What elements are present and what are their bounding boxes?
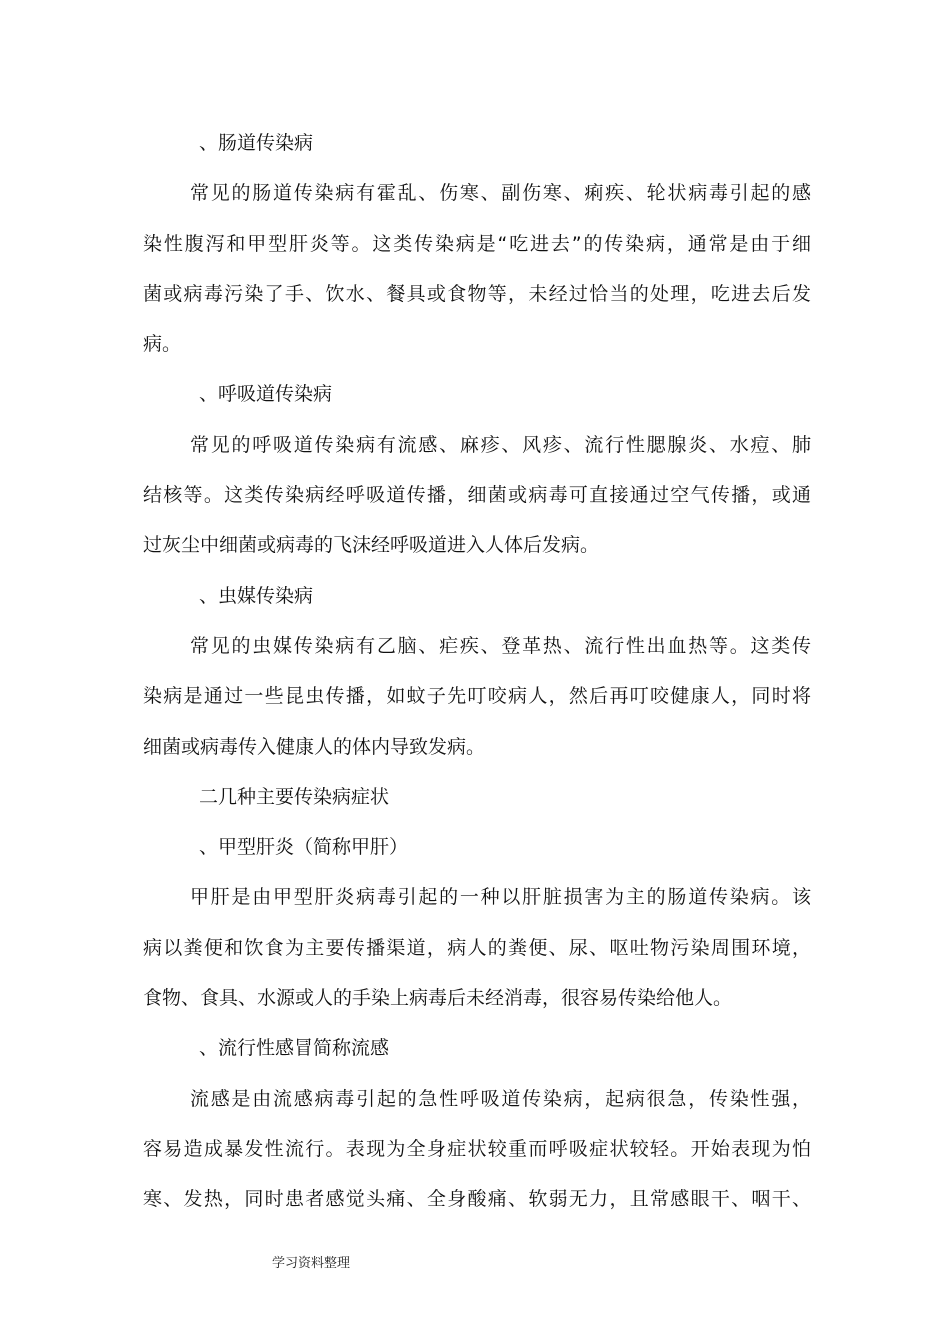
section-heading-intestinal: 、肠道传染病: [199, 132, 314, 154]
paragraph-line: 容易造成暴发性流行。表现为全身症状较重而呼吸症状较轻。开始表现为怕: [143, 1137, 811, 1160]
section-heading-insect-borne: 、虫媒传染病: [199, 584, 314, 607]
paragraph-line: 常见的呼吸道传染病有流感、麻疹、风疹、流行性腮腺炎、水痘、肺: [190, 433, 811, 456]
paragraph-line: 流感是由流感病毒引起的急性呼吸道传染病，起病很急，传染性强，: [190, 1087, 811, 1110]
paragraph-line: 过灰尘中细菌或病毒的飞沫经呼吸道进入人体后发病。: [143, 534, 600, 557]
section-heading-hepatitis-a: 、甲型肝炎（简称甲肝）: [199, 836, 409, 859]
paragraph-line: 病。: [143, 333, 182, 356]
document-body: [143, 118, 811, 1225]
paragraph-line: 结核等。这类传染病经呼吸道传播，细菌或病毒可直接通过空气传播，或通: [143, 484, 811, 507]
page-footer: 学习资料整理: [272, 1256, 351, 1271]
paragraph-line: 食物、食具、水源或人的手染上病毒后未经消毒，很容易传染给他人。: [143, 987, 733, 1010]
paragraph-line: 菌或病毒污染了手、饮水、餐具或食物等，未经过恰当的处理，吃进去后发: [143, 282, 811, 305]
paragraph-line: 病以粪便和饮食为主要传播渠道，病人的粪便、尿、呕吐物污染周围环境，: [143, 936, 811, 959]
section-heading-influenza: 、流行性感冒简称流感: [199, 1037, 390, 1060]
paragraph-line: 甲肝是由甲型肝炎病毒引起的一种以肝脏损害为主的肠道传染病。该: [190, 886, 811, 909]
paragraph-line: 寒、发热，同时患者感觉头痛、全身酸痛、软弱无力，且常感眼干、咽干、: [143, 1188, 811, 1211]
section-heading-symptoms: 二几种主要传染病症状: [199, 785, 390, 808]
paragraph-line: 细菌或病毒传入健康人的体内导致发病。: [143, 735, 486, 758]
paragraph-line: 染病是通过一些昆虫传播，如蚊子先叮咬病人，然后再叮咬健康人，同时将: [143, 685, 811, 708]
paragraph-line: 染性腹泻和甲型肝炎等。这类传染病是“吃进去”的传染病，通常是由于细: [143, 232, 811, 255]
section-heading-respiratory: 、呼吸道传染病: [199, 383, 333, 406]
paragraph-line: 常见的虫媒传染病有乙脑、疟疾、登革热、流行性出血热等。这类传: [190, 634, 811, 657]
paragraph-line: 常见的肠道传染病有霍乱、伤寒、副伤寒、痢疾、轮状病毒引起的感: [190, 182, 811, 205]
